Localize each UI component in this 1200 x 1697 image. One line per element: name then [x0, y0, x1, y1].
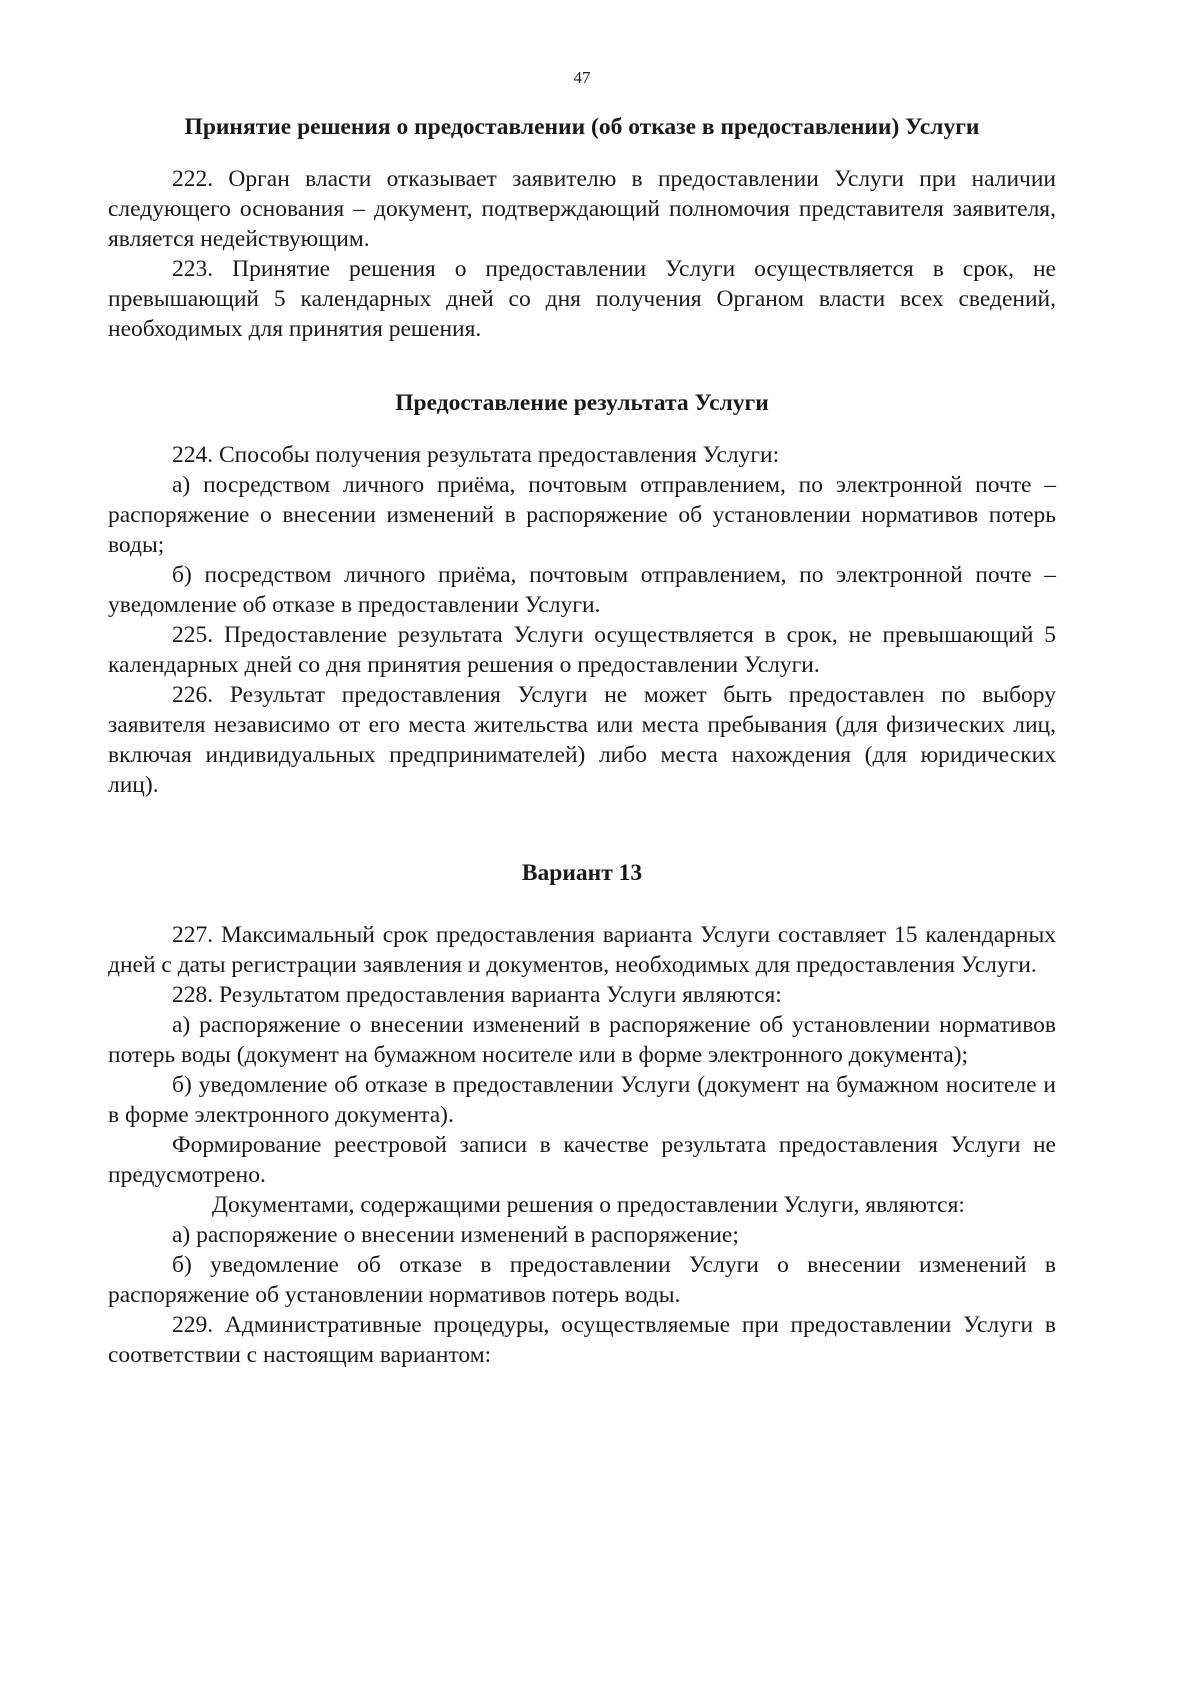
paragraph-228-b: б) уведомление об отказе в предоставлении Услуги (документ на бумажном носителе и в форме электронного документа).	[108, 1072, 1056, 1128]
section-heading-variant-13: Вариант 13	[521, 860, 643, 886]
paragraph-229: 229. Административные процедуры, осуществляемые при предоставлении Услуги в соответствии с настоящим вариантом:	[108, 1312, 1056, 1368]
paragraph-227: 227. Максимальный срок предоставления варианта Услуги составляет 15 календарных дней с даты регистрации заявления и документов, необходимых для предоставления Услуги.	[108, 922, 1056, 978]
section-body-variant-13	[108, 920, 1056, 1370]
paragraph-223: 223. Принятие решения о предоставлении Услуги осуществляется в срок, не превышающий 5 календарных дней со дня получения Органом власти всех сведений, необходимых для принятия решения.	[108, 256, 1056, 342]
paragraph-228-a: а) распоряжение о внесении изменений в распоряжение об установлении нормативов потерь воды (документ на бумажном носителе или в форме электронного документа);	[108, 1012, 1056, 1068]
paragraph-decision-documents-a: а) распоряжение о внесении изменений в распоряжение;	[172, 1222, 739, 1248]
page-number: 47	[573, 68, 591, 87]
paragraph-224-a: а) посредством личного приёма, почтовым отправлением, по электронной почте – распоряжение о внесении изменений в распоряжение об установлении нормативов потерь воды;	[108, 472, 1056, 558]
paragraph-registry-note: Формирование реестровой записи в качестве результата предоставления Услуги не предусмотрено.	[108, 1132, 1056, 1188]
paragraph-222: 222. Орган власти отказывает заявителю в предоставлении Услуги при наличии следующего основания – документ, подтверждающий полномочия представителя заявителя, является недействующим.	[108, 166, 1056, 252]
paragraph-228: 228. Результатом предоставления варианта Услуги являются:	[172, 982, 782, 1008]
section-body-result	[108, 440, 1056, 800]
paragraph-decision-documents: Документами, содержащими решения о предоставлении Услуги, являются:	[212, 1192, 965, 1218]
paragraph-225: 225. Предоставление результата Услуги осуществляется в срок, не превышающий 5 календарных дней со дня принятия решения о предоставлении Услуги.	[108, 622, 1056, 678]
paragraph-226: 226. Результат предоставления Услуги не может быть предоставлен по выбору заявителя независимо от его места жительства или места пребывания (для физических лиц, включая индивидуальных предпринимателей) либо места нахождения (для юридических лиц).	[108, 682, 1056, 798]
section-heading-decision: Принятие решения о предоставлении (об отказе в предоставлении) Услуги	[184, 114, 980, 140]
paragraph-224-b: б) посредством личного приёма, почтовым отправлением, по электронной почте – уведомление об отказе в предоставлении Услуги.	[108, 562, 1056, 618]
paragraph-224: 224. Способы получения результата предоставления Услуги:	[172, 442, 780, 468]
paragraph-decision-documents-b: б) уведомление об отказе в предоставлении Услуги о внесении изменений в распоряжение об установлении нормативов потерь воды.	[108, 1252, 1056, 1308]
section-body-decision	[108, 164, 1056, 344]
section-heading-result: Предоставление результата Услуги	[395, 390, 769, 416]
